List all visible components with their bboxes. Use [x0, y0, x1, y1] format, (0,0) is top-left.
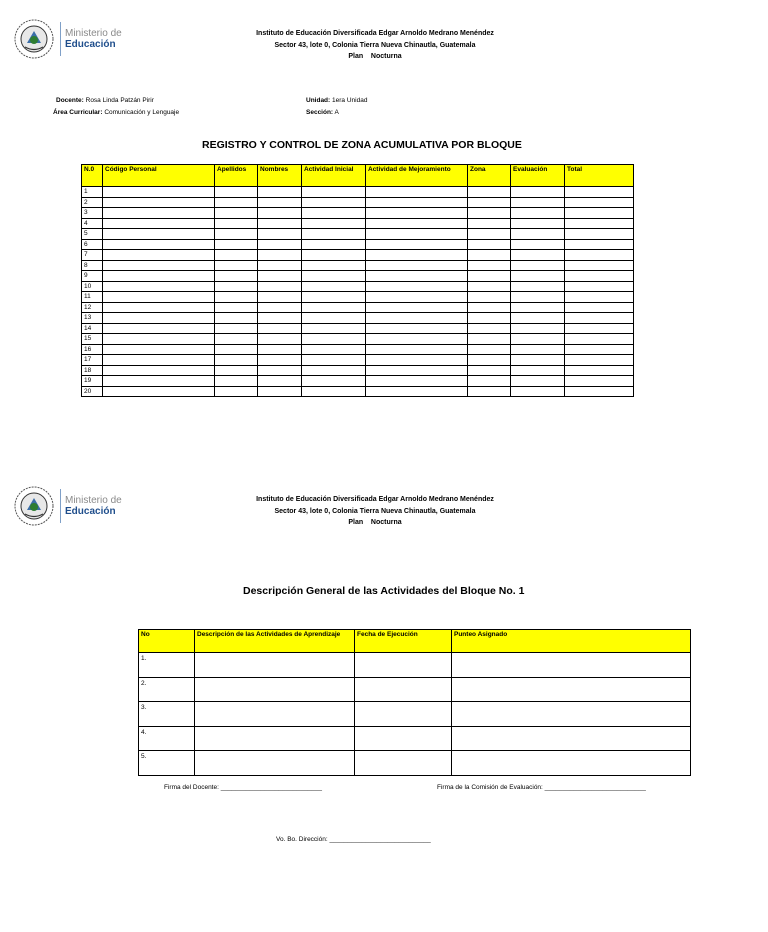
- table-cell[interactable]: [215, 386, 258, 397]
- table-cell[interactable]: [511, 281, 565, 292]
- table-cell[interactable]: [355, 677, 452, 702]
- table-cell[interactable]: [215, 187, 258, 198]
- table-cell[interactable]: [366, 365, 468, 376]
- table-cell[interactable]: [103, 250, 215, 261]
- plan-value: Nocturna: [370, 519, 402, 526]
- table-cell[interactable]: [366, 197, 468, 208]
- table-cell[interactable]: [452, 653, 691, 678]
- table-cell[interactable]: [366, 313, 468, 324]
- table-cell[interactable]: [511, 313, 565, 324]
- table-cell[interactable]: [258, 260, 302, 271]
- table-cell[interactable]: [103, 239, 215, 250]
- table-cell[interactable]: [103, 302, 215, 313]
- table-cell[interactable]: [468, 365, 511, 376]
- table-cell[interactable]: [258, 344, 302, 355]
- col-header: Código Personal: [103, 165, 215, 187]
- table-row: [82, 239, 634, 250]
- table-cell[interactable]: [511, 187, 565, 198]
- table-cell[interactable]: [511, 376, 565, 387]
- table-cell[interactable]: [511, 229, 565, 240]
- table-cell[interactable]: [302, 292, 366, 303]
- table-row: [82, 376, 634, 387]
- zona-table: [81, 164, 634, 397]
- table-cell[interactable]: [366, 386, 468, 397]
- table-row: [82, 302, 634, 313]
- table-cell[interactable]: [103, 260, 215, 271]
- table-cell[interactable]: [468, 323, 511, 334]
- table-cell[interactable]: [103, 355, 215, 366]
- table-cell[interactable]: [103, 187, 215, 198]
- table-cell[interactable]: [215, 250, 258, 261]
- table-cell[interactable]: [565, 365, 634, 376]
- table-cell[interactable]: [366, 292, 468, 303]
- table-cell[interactable]: [103, 197, 215, 208]
- firma-comision: Firma de la Comisión de Evaluación: ____________________________: [437, 784, 646, 791]
- table-row: [139, 751, 691, 776]
- table-cell[interactable]: [215, 344, 258, 355]
- table-cell[interactable]: [258, 208, 302, 219]
- institution-header-2: [200, 494, 550, 529]
- table-cell[interactable]: [355, 702, 452, 727]
- table-cell[interactable]: [468, 302, 511, 313]
- row-number: 18: [82, 365, 103, 376]
- table-cell[interactable]: [511, 239, 565, 250]
- table-cell[interactable]: [511, 355, 565, 366]
- table-cell[interactable]: [103, 386, 215, 397]
- row-number: 20: [82, 386, 103, 397]
- area-value: Comunicación y Lenguaje: [104, 109, 180, 116]
- col-header: Punteo Asignado: [452, 630, 691, 653]
- table-cell[interactable]: [366, 187, 468, 198]
- table-cell[interactable]: [215, 239, 258, 250]
- row-number: 9: [82, 271, 103, 282]
- table-row: [139, 653, 691, 678]
- row-number: 3.: [139, 702, 195, 727]
- row-number: 6: [82, 239, 103, 250]
- institution-address: Sector 43, lote 0, Colonia Tierra Nueva Chinautla, Guatemala: [274, 507, 476, 515]
- table-cell[interactable]: [258, 355, 302, 366]
- col-header: Actividad Inicial: [302, 165, 366, 187]
- institution-plan: [200, 517, 550, 529]
- table-row: [82, 229, 634, 240]
- table-cell[interactable]: [565, 323, 634, 334]
- table-cell[interactable]: [565, 344, 634, 355]
- row-number: 7: [82, 250, 103, 261]
- ministry-logo: [14, 19, 122, 59]
- table-cell[interactable]: [302, 376, 366, 387]
- table-cell[interactable]: [366, 344, 468, 355]
- institution-name: Instituto de Educación Diversificada Edgar Arnoldo Medrano Menéndez: [256, 496, 494, 503]
- row-number: 13: [82, 313, 103, 324]
- table-cell[interactable]: [565, 187, 634, 198]
- row-number: 1: [82, 187, 103, 198]
- table-row: [82, 250, 634, 261]
- table-cell[interactable]: [258, 218, 302, 229]
- docente-value: Rosa Linda Patzán Pirir: [85, 97, 154, 104]
- docente-label: Docente:: [56, 97, 84, 104]
- table-cell[interactable]: [103, 344, 215, 355]
- table-cell[interactable]: [468, 250, 511, 261]
- table-cell[interactable]: [103, 281, 215, 292]
- table-cell[interactable]: [195, 702, 355, 727]
- table-cell[interactable]: [215, 292, 258, 303]
- table-cell[interactable]: [565, 197, 634, 208]
- table-cell[interactable]: [302, 260, 366, 271]
- table-cell[interactable]: [366, 218, 468, 229]
- table-cell[interactable]: [302, 386, 366, 397]
- table-cell[interactable]: [468, 386, 511, 397]
- table-cell[interactable]: [103, 218, 215, 229]
- col-header: Total: [565, 165, 634, 187]
- table-row: [82, 271, 634, 282]
- table-cell[interactable]: [565, 355, 634, 366]
- table-cell[interactable]: [468, 208, 511, 219]
- table-cell[interactable]: [565, 302, 634, 313]
- vobo-direccion: Vo. Bo. Dirección: ____________________________: [276, 836, 431, 843]
- table-row: [82, 355, 634, 366]
- table-cell[interactable]: [468, 344, 511, 355]
- table-cell[interactable]: [366, 229, 468, 240]
- table-cell[interactable]: [565, 250, 634, 261]
- row-number: 2: [82, 197, 103, 208]
- col-header: Fecha de Ejecución: [355, 630, 452, 653]
- row-number: 4: [82, 218, 103, 229]
- table-cell[interactable]: [355, 751, 452, 776]
- table-cell[interactable]: [103, 229, 215, 240]
- table-cell[interactable]: [103, 323, 215, 334]
- table-row: [82, 187, 634, 198]
- table-cell[interactable]: [103, 365, 215, 376]
- table-cell[interactable]: [468, 376, 511, 387]
- table-cell[interactable]: [215, 271, 258, 282]
- table-cell[interactable]: [452, 751, 691, 776]
- actividades-table-header: [139, 630, 691, 653]
- table-cell[interactable]: [468, 334, 511, 345]
- col-header: Evaluación: [511, 165, 565, 187]
- table-row: [82, 344, 634, 355]
- table-cell[interactable]: [302, 323, 366, 334]
- table-cell[interactable]: [565, 218, 634, 229]
- col-header: Actividad de Mejoramiento: [366, 165, 468, 187]
- table-cell[interactable]: [302, 187, 366, 198]
- row-number: 15: [82, 334, 103, 345]
- logo-ministry-text: Ministerio de: [65, 28, 122, 39]
- table-cell[interactable]: [302, 197, 366, 208]
- table-row: [82, 292, 634, 303]
- table-cell[interactable]: [302, 250, 366, 261]
- col-header: No: [139, 630, 195, 653]
- table-cell[interactable]: [511, 292, 565, 303]
- table-cell[interactable]: [302, 334, 366, 345]
- table-row: [82, 323, 634, 334]
- row-number: 8: [82, 260, 103, 271]
- table-cell[interactable]: [565, 292, 634, 303]
- table-cell[interactable]: [215, 334, 258, 345]
- seccion-label: Sección:: [306, 109, 334, 116]
- table-cell[interactable]: [195, 653, 355, 678]
- table-cell[interactable]: [565, 334, 634, 345]
- area-label: Área Curricular:: [53, 109, 103, 116]
- table-cell[interactable]: [468, 292, 511, 303]
- col-header: Descripción de las Actividades de Aprendizaje: [195, 630, 355, 653]
- row-number: 12: [82, 302, 103, 313]
- table-cell[interactable]: [511, 197, 565, 208]
- table-cell[interactable]: [302, 281, 366, 292]
- table-cell[interactable]: [565, 313, 634, 324]
- table-cell[interactable]: [215, 197, 258, 208]
- row-number: 10: [82, 281, 103, 292]
- col-header: Zona: [468, 165, 511, 187]
- table-cell[interactable]: [366, 260, 468, 271]
- table-cell[interactable]: [302, 344, 366, 355]
- guatemala-seal-icon: [14, 486, 54, 526]
- table-cell[interactable]: [258, 250, 302, 261]
- page1-title: REGISTRO Y CONTROL DE ZONA ACUMULATIVA POR BLOQUE: [202, 139, 522, 151]
- row-number: 14: [82, 323, 103, 334]
- row-number: 5: [82, 229, 103, 240]
- table-row: [82, 334, 634, 345]
- table-cell[interactable]: [452, 702, 691, 727]
- table-cell[interactable]: [511, 302, 565, 313]
- table-cell[interactable]: [258, 187, 302, 198]
- table-cell[interactable]: [258, 313, 302, 324]
- unidad-info: [306, 95, 367, 119]
- docente-info: [53, 95, 180, 119]
- table-row: [139, 726, 691, 751]
- table-cell[interactable]: [366, 323, 468, 334]
- table-cell[interactable]: [565, 229, 634, 240]
- row-number: 17: [82, 355, 103, 366]
- table-cell[interactable]: [468, 355, 511, 366]
- actividades-table: [138, 629, 691, 776]
- col-header: N.0: [82, 165, 103, 187]
- table-row: [139, 702, 691, 727]
- table-cell[interactable]: [452, 677, 691, 702]
- table-cell[interactable]: [103, 271, 215, 282]
- table-row: [82, 208, 634, 219]
- table-cell[interactable]: [511, 208, 565, 219]
- table-cell[interactable]: [366, 250, 468, 261]
- table-cell[interactable]: [468, 313, 511, 324]
- col-header: Nombres: [258, 165, 302, 187]
- table-cell[interactable]: [468, 197, 511, 208]
- table-cell[interactable]: [468, 239, 511, 250]
- row-number: 5.: [139, 751, 195, 776]
- table-cell[interactable]: [258, 376, 302, 387]
- table-cell[interactable]: [195, 751, 355, 776]
- plan-value: Nocturna: [370, 53, 402, 60]
- table-row: [82, 218, 634, 229]
- table-cell[interactable]: [468, 229, 511, 240]
- table-cell[interactable]: [468, 218, 511, 229]
- table-cell[interactable]: [302, 355, 366, 366]
- table-row: [82, 197, 634, 208]
- table-cell[interactable]: [258, 292, 302, 303]
- table-cell[interactable]: [355, 726, 452, 751]
- table-cell[interactable]: [302, 229, 366, 240]
- row-number: 19: [82, 376, 103, 387]
- logo-divider: [60, 22, 61, 56]
- institution-address: Sector 43, lote 0, Colonia Tierra Nueva Chinautla, Guatemala: [274, 41, 476, 49]
- logo-divider: [60, 489, 61, 523]
- zona-table-header: [82, 165, 634, 187]
- table-cell[interactable]: [302, 313, 366, 324]
- table-cell[interactable]: [258, 229, 302, 240]
- table-cell[interactable]: [215, 365, 258, 376]
- row-number: 4.: [139, 726, 195, 751]
- table-cell[interactable]: [366, 271, 468, 282]
- table-row: [82, 281, 634, 292]
- page2-title: Descripción General de las Actividades del Bloque No. 1: [243, 585, 525, 597]
- table-cell[interactable]: [103, 292, 215, 303]
- table-cell[interactable]: [511, 344, 565, 355]
- table-cell[interactable]: [366, 334, 468, 345]
- row-number: 16: [82, 344, 103, 355]
- table-cell[interactable]: [511, 365, 565, 376]
- table-cell[interactable]: [355, 653, 452, 678]
- table-cell[interactable]: [468, 260, 511, 271]
- table-cell[interactable]: [366, 281, 468, 292]
- table-cell[interactable]: [215, 355, 258, 366]
- row-number: 2.: [139, 677, 195, 702]
- table-cell[interactable]: [258, 323, 302, 334]
- table-cell[interactable]: [468, 271, 511, 282]
- table-cell[interactable]: [511, 323, 565, 334]
- table-cell[interactable]: [258, 239, 302, 250]
- plan-label: Plan: [348, 53, 364, 60]
- table-cell[interactable]: [215, 302, 258, 313]
- table-cell[interactable]: [215, 218, 258, 229]
- table-cell[interactable]: [511, 334, 565, 345]
- table-cell[interactable]: [258, 281, 302, 292]
- table-cell[interactable]: [258, 334, 302, 345]
- table-cell[interactable]: [511, 271, 565, 282]
- table-cell[interactable]: [468, 281, 511, 292]
- table-cell[interactable]: [302, 208, 366, 219]
- ministry-logo-2: [14, 486, 122, 526]
- row-number: 1.: [139, 653, 195, 678]
- table-cell[interactable]: [215, 208, 258, 219]
- table-row: [82, 260, 634, 271]
- firma-docente: Firma del Docente: ____________________________: [164, 784, 322, 791]
- table-cell[interactable]: [366, 208, 468, 219]
- institution-name: Instituto de Educación Diversificada Edgar Arnoldo Medrano Menéndez: [256, 30, 494, 37]
- unidad-label: Unidad:: [306, 97, 331, 104]
- table-cell[interactable]: [565, 271, 634, 282]
- table-cell[interactable]: [195, 677, 355, 702]
- table-cell[interactable]: [565, 260, 634, 271]
- logo-ministry-text: Ministerio de: [65, 495, 122, 506]
- table-cell[interactable]: [258, 386, 302, 397]
- table-cell[interactable]: [103, 376, 215, 387]
- table-cell[interactable]: [452, 726, 691, 751]
- table-cell[interactable]: [215, 229, 258, 240]
- table-cell[interactable]: [565, 376, 634, 387]
- table-cell[interactable]: [302, 365, 366, 376]
- table-cell[interactable]: [215, 260, 258, 271]
- table-row: [139, 677, 691, 702]
- table-cell[interactable]: [366, 302, 468, 313]
- seccion-value: A: [334, 109, 339, 116]
- institution-header: [200, 28, 550, 63]
- table-cell[interactable]: [511, 386, 565, 397]
- table-cell[interactable]: [195, 726, 355, 751]
- logo-education-text: Educación: [65, 39, 116, 50]
- table-cell[interactable]: [103, 208, 215, 219]
- institution-plan: [200, 51, 550, 63]
- table-cell[interactable]: [366, 239, 468, 250]
- table-cell[interactable]: [565, 239, 634, 250]
- table-cell[interactable]: [302, 239, 366, 250]
- table-cell[interactable]: [565, 281, 634, 292]
- table-cell[interactable]: [215, 323, 258, 334]
- table-cell[interactable]: [302, 271, 366, 282]
- table-cell[interactable]: [103, 334, 215, 345]
- table-row: [82, 365, 634, 376]
- plan-label: Plan: [348, 519, 364, 526]
- row-number: 11: [82, 292, 103, 303]
- table-cell[interactable]: [215, 281, 258, 292]
- table-cell[interactable]: [366, 355, 468, 366]
- table-cell[interactable]: [366, 376, 468, 387]
- table-cell[interactable]: [258, 197, 302, 208]
- table-row: [82, 386, 634, 397]
- table-cell[interactable]: [511, 250, 565, 261]
- table-cell[interactable]: [258, 365, 302, 376]
- table-cell[interactable]: [302, 302, 366, 313]
- table-cell[interactable]: [565, 386, 634, 397]
- table-cell[interactable]: [511, 218, 565, 229]
- row-number: 3: [82, 208, 103, 219]
- table-cell[interactable]: [215, 313, 258, 324]
- table-cell[interactable]: [258, 302, 302, 313]
- logo-education-text: Educación: [65, 506, 116, 517]
- table-cell[interactable]: [103, 313, 215, 324]
- table-cell[interactable]: [215, 376, 258, 387]
- table-row: [82, 313, 634, 324]
- table-cell[interactable]: [468, 187, 511, 198]
- col-header: Apellidos: [215, 165, 258, 187]
- table-cell[interactable]: [302, 218, 366, 229]
- table-cell[interactable]: [565, 208, 634, 219]
- unidad-value: 1era Unidad: [332, 97, 368, 104]
- table-cell[interactable]: [511, 260, 565, 271]
- table-cell[interactable]: [258, 271, 302, 282]
- guatemala-seal-icon: [14, 19, 54, 59]
